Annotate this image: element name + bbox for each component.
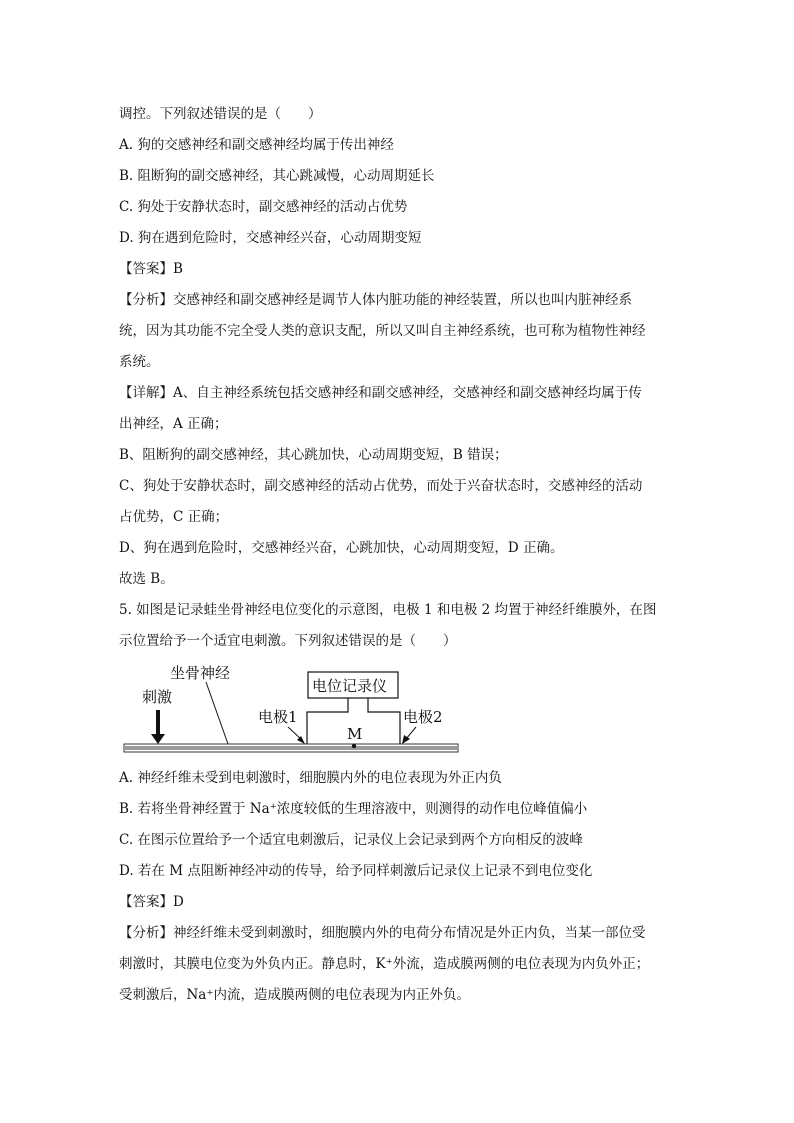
- q5-option-c: C. 在图示位置给予一个适宜电刺激后，记录仪上会记录到两个方向相反的波峰: [119, 832, 583, 848]
- nerve-label: 坐骨神经: [170, 664, 231, 682]
- nerve-pointer-line: [206, 682, 228, 744]
- electrode1-arrow-head: [297, 736, 305, 744]
- q4-analysis-line: 系统。: [119, 354, 160, 370]
- q4-analysis-line: 统，因为其功能不完全受人类的意识支配，所以又叫自主神经系统，也可称为植物性神经: [119, 323, 646, 339]
- q4-detail-line: 占优势，C 正确；: [119, 509, 229, 525]
- q4-detail-line: 故选 B。: [119, 571, 174, 587]
- electrode1-lead: [307, 698, 348, 744]
- q4-answer: 【答案】B: [119, 261, 183, 277]
- nerve-fiber-core: [124, 746, 458, 750]
- q5-analysis-line: 受刺激后，Na⁺内流，造成膜两侧的电位表现为内正外负。: [119, 987, 470, 1003]
- point-m-label: M: [347, 725, 363, 743]
- q5-analysis-line: 刺激时，其膜电位变为外负内正。静息时，K⁺外流，造成膜两侧的电位表现为内负外正；: [119, 956, 650, 972]
- q4-option-a: A. 狗的交感神经和副交感神经均属于传出神经: [119, 137, 394, 153]
- q5-answer: 【答案】D: [119, 894, 184, 910]
- q4-option-d: D. 狗在遇到危险时，交感神经兴奋，心动周期变短: [119, 230, 422, 246]
- nerve-recording-diagram: [118, 660, 463, 760]
- q5-analysis-line: 【分析】神经纤维未受到刺激时，细胞膜内外的电荷分布情况是外正内负，当某一部位受: [119, 925, 646, 941]
- q4-detail-line: 【详解】A、自主神经系统包括交感神经和副交感神经，交感神经和副交感神经均属于传: [119, 385, 642, 401]
- q4-detail-line: 出神经，A 正确；: [119, 416, 228, 432]
- q4-analysis-line: 【分析】交感神经和副交感神经是调节人体内脏功能的神经装置，所以也叫内脏神经系: [119, 292, 632, 308]
- q4-detail-line: B、阻断狗的副交感神经，其心跳加快，心动周期变短，B 错误；: [119, 447, 508, 463]
- electrode2-label: 电极2: [403, 708, 443, 726]
- q5-option-b: B. 若将坐骨神经置于 Na⁺浓度较低的生理溶液中，则测得的动作电位峰值偏小: [119, 801, 588, 817]
- q5-option-d: D. 若在 M 点阻断神经冲动的传导，给予同样刺激后记录仪上记录不到电位变化: [119, 863, 593, 879]
- electrode2-lead: [368, 698, 400, 744]
- q4-option-c: C. 狗处于安静状态时，副交感神经的活动占优势: [119, 199, 408, 215]
- q5-option-a: A. 神经纤维未受到电刺激时，细胞膜内外的电位表现为外正内负: [119, 770, 502, 786]
- q5-stem-line: 5. 如图是记录蛙坐骨神经电位变化的示意图，电极 1 和电极 2 均置于神经纤维膜外，在图: [119, 602, 657, 618]
- recorder-label: 电位记录仪: [312, 677, 388, 695]
- q4-option-b: B. 阻断狗的副交感神经，其心跳减慢，心动周期延长: [119, 168, 435, 184]
- point-m-marker: [352, 744, 356, 748]
- q4-stem-tail: 调控。下列叙述错误的是（ ）: [119, 106, 322, 122]
- electrode1-label: 电极1: [258, 708, 298, 726]
- q4-detail-line: D、狗在遇到危险时，交感神经兴奋，心跳加快，心动周期变短，D 正确。: [119, 540, 564, 556]
- electrode2-arrow-line: [406, 727, 416, 739]
- stimulus-label: 刺激: [142, 688, 173, 706]
- stimulus-arrow-head: [151, 734, 165, 744]
- q5-stem-line: 示位置给予一个适宜电刺激。下列叙述错误的是（ ）: [119, 633, 457, 649]
- q4-detail-line: C、狗处于安静状态时，副交感神经的活动占优势，而处于兴奋状态时，交感神经的活动: [119, 478, 643, 494]
